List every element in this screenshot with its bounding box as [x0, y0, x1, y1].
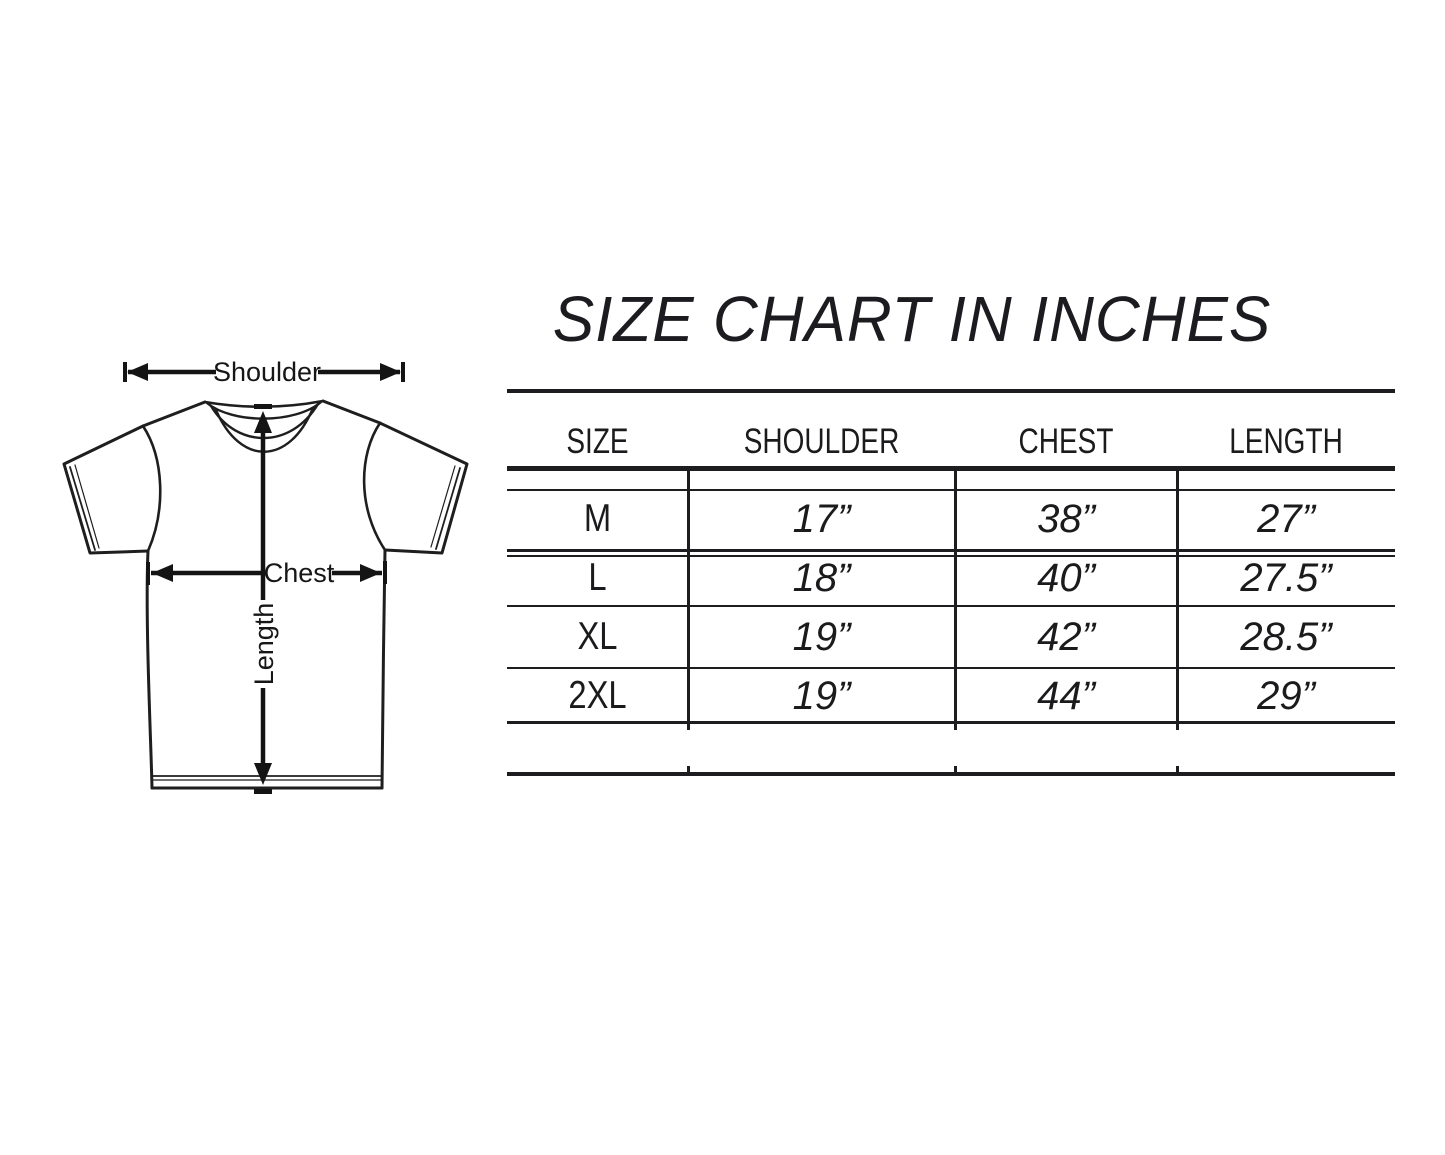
- cell-xl-chest: 42”: [1037, 615, 1095, 659]
- body-right-edge: [382, 550, 385, 788]
- left-cuff-seam: [70, 467, 95, 550]
- row-label-2xl: 2XL: [568, 674, 627, 717]
- column-header-size: SIZE: [566, 422, 629, 461]
- length-label: Length: [249, 602, 279, 686]
- row-label-l: L: [588, 556, 607, 599]
- chest-label: Chest: [263, 558, 335, 588]
- right-armhole-seam: [364, 423, 385, 550]
- cell-m-shoulder: 17”: [792, 497, 851, 541]
- length-arrow: [243, 404, 281, 794]
- shoulder-label: Shoulder: [212, 357, 322, 387]
- cell-m-chest: 38”: [1037, 497, 1095, 541]
- bottom-rule-tick-3: [1176, 766, 1179, 775]
- table-rule-after-2xl: [507, 721, 1395, 724]
- table-rule-after-m-a: [507, 549, 1395, 552]
- cell-2xl-shoulder: 19”: [792, 674, 851, 718]
- chest-arrow: [148, 556, 385, 589]
- length-arrowhead-up: [254, 411, 272, 433]
- row-label-xl: XL: [577, 615, 618, 658]
- shoulder-arrowhead-left: [127, 363, 148, 381]
- body-left-edge: [147, 551, 152, 788]
- page-title: SIZE CHART IN INCHES: [552, 283, 1272, 355]
- cell-2xl-chest: 44”: [1037, 674, 1095, 718]
- tshirt-outline: [64, 401, 467, 788]
- cell-2xl-length: 29”: [1257, 674, 1315, 718]
- cell-xl-shoulder: 19”: [792, 615, 851, 659]
- right-shoulder-seam: [323, 401, 380, 423]
- column-header-shoulder: SHOULDER: [743, 422, 900, 461]
- table-rule-top: [507, 389, 1395, 393]
- shoulder-arrow: [125, 354, 403, 388]
- chest-arrowhead-right: [360, 564, 381, 582]
- column-header-length: LENGTH: [1229, 422, 1343, 461]
- length-bottom-tick: [254, 789, 272, 794]
- table-rule-bottom: [507, 772, 1395, 776]
- cell-l-chest: 40”: [1037, 556, 1095, 600]
- cell-xl-length: 28.5”: [1240, 615, 1332, 659]
- cell-l-shoulder: 18”: [792, 556, 851, 600]
- bottom-rule-tick-1: [687, 766, 690, 775]
- bottom-rule-tick-2: [954, 766, 957, 775]
- tshirt-diagram: [30, 340, 510, 820]
- table-rule-after-xl: [507, 667, 1395, 669]
- length-arrowhead-down: [254, 763, 272, 785]
- row-label-m: M: [583, 497, 612, 540]
- left-cuff-seam-inner: [75, 465, 99, 548]
- column-header-chest: CHEST: [1018, 422, 1114, 461]
- cell-l-length: 27.5”: [1240, 556, 1332, 600]
- table-rule-spacer: [507, 489, 1395, 491]
- shoulder-arrowhead-right: [380, 363, 401, 381]
- chest-arrowhead-left: [152, 564, 173, 582]
- length-top-tick: [254, 404, 272, 409]
- table-rule-after-l: [507, 605, 1395, 607]
- left-armhole-seam: [143, 426, 160, 551]
- right-cuff-seam-inner: [431, 466, 455, 547]
- cell-m-length: 27”: [1257, 497, 1315, 541]
- left-shoulder-seam: [143, 402, 205, 426]
